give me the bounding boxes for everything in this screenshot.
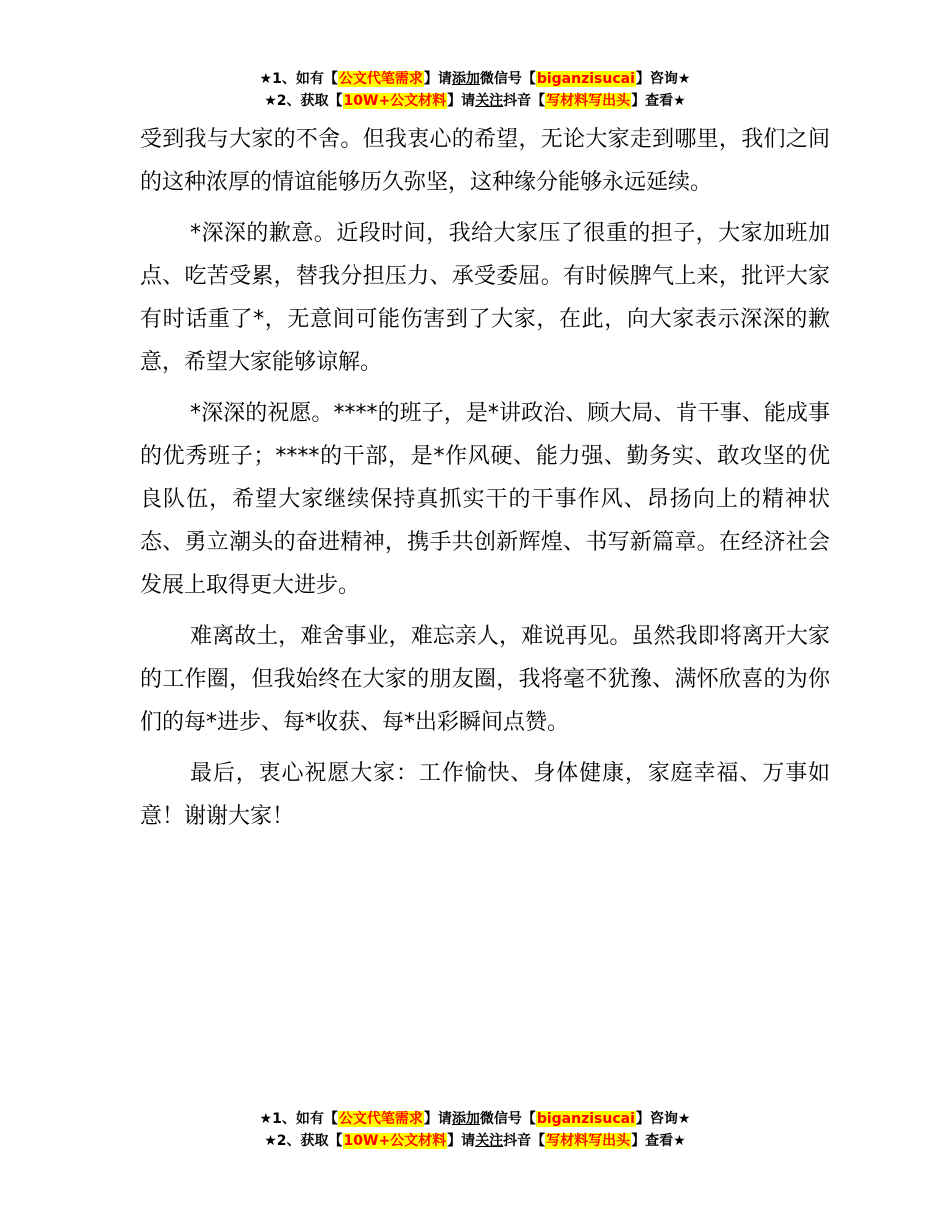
banner-underlined-text: 关注 [475, 1133, 504, 1149]
banner-text: ★2、获取【 [264, 93, 343, 109]
paragraph-farewell: 难离故土，难舍事业，难忘亲人，难说再见。虽然我即将离开大家的工作圈，但我始终在大家的朋友圈，我将毫不犹豫、满怀欣喜的为你们的每*进步、每*收获、每*出彩瞬间点赞。 [140, 624, 830, 735]
paragraph-apology: *深深的歉意。近段时间，我给大家压了很重的担子，大家加班加点、吃苦受累，替我分担压力、承受委屈。有时候脾气上来，批评大家有时话重了*，无意间可能伤害到了大家，在此，向大家表示深深的歉意，希望大家能够谅解。 [140, 221, 830, 375]
document-body [140, 118, 830, 846]
banner-highlight: 10W+公文材料 [343, 1133, 447, 1149]
banner-text: 】查看★ [631, 93, 686, 109]
banner-text: 抖音【 [503, 1133, 546, 1149]
banner-wechat-id: biganzisucai [536, 1111, 635, 1127]
banner-wechat-id: biganzisucai [536, 71, 635, 87]
header-banner [0, 68, 950, 112]
banner-text: ★1、如有【 [259, 1111, 338, 1127]
banner-highlight: 10W+公文材料 [343, 93, 447, 109]
paragraph-continuation: 受到我与大家的不舍。但我衷心的希望，无论大家走到哪里，我们之间的这种浓厚的情谊能够历久弥坚，这种缘分能够永远延续。 [140, 127, 830, 195]
banner-text: 】咨询★ [635, 1111, 691, 1127]
banner-highlight: 公文代笔需求 [338, 1111, 423, 1127]
banner-underlined-text: 添加 [451, 1111, 480, 1127]
banner-text: 】请 [447, 93, 476, 109]
paragraph-closing: 最后，衷心祝愿大家：工作愉快、身体健康，家庭幸福、万事如意！谢谢大家！ [140, 761, 830, 829]
banner-text: 】请 [447, 1133, 476, 1149]
banner-line-1 [0, 68, 950, 90]
paragraph-wishes: *深深的祝愿。****的班子，是*讲政治、顾大局、肯干事、能成事的优秀班子；****的干部，是*作风硬、能力强、勤务实、敢攻坚的优良队伍，希望大家继续保持真抓实干的干事作风、昂扬向上的精神状态、勇立潮头的奋进精神，携手共创新辉煌、书写新篇章。在经济社会发展上取得更大进步。 [140, 401, 830, 598]
banner-douyin-id: 写材料写出头 [546, 1133, 631, 1149]
banner-line-1 [0, 1108, 950, 1130]
banner-line-2 [0, 1130, 950, 1152]
banner-underlined-text: 添加 [451, 71, 480, 87]
banner-text: 】请 [423, 71, 452, 87]
banner-text: 】咨询★ [635, 71, 691, 87]
banner-text: 微信号【 [479, 71, 536, 87]
banner-text: 抖音【 [503, 93, 546, 109]
banner-text: ★2、获取【 [264, 1133, 343, 1149]
banner-text: 】查看★ [631, 1133, 686, 1149]
banner-highlight: 公文代笔需求 [338, 71, 423, 87]
banner-text: 微信号【 [479, 1111, 536, 1127]
banner-text: ★1、如有【 [259, 71, 338, 87]
banner-text: 】请 [423, 1111, 452, 1127]
footer-banner [0, 1108, 950, 1152]
banner-underlined-text: 关注 [475, 93, 504, 109]
banner-douyin-id: 写材料写出头 [546, 93, 631, 109]
banner-line-2 [0, 90, 950, 112]
